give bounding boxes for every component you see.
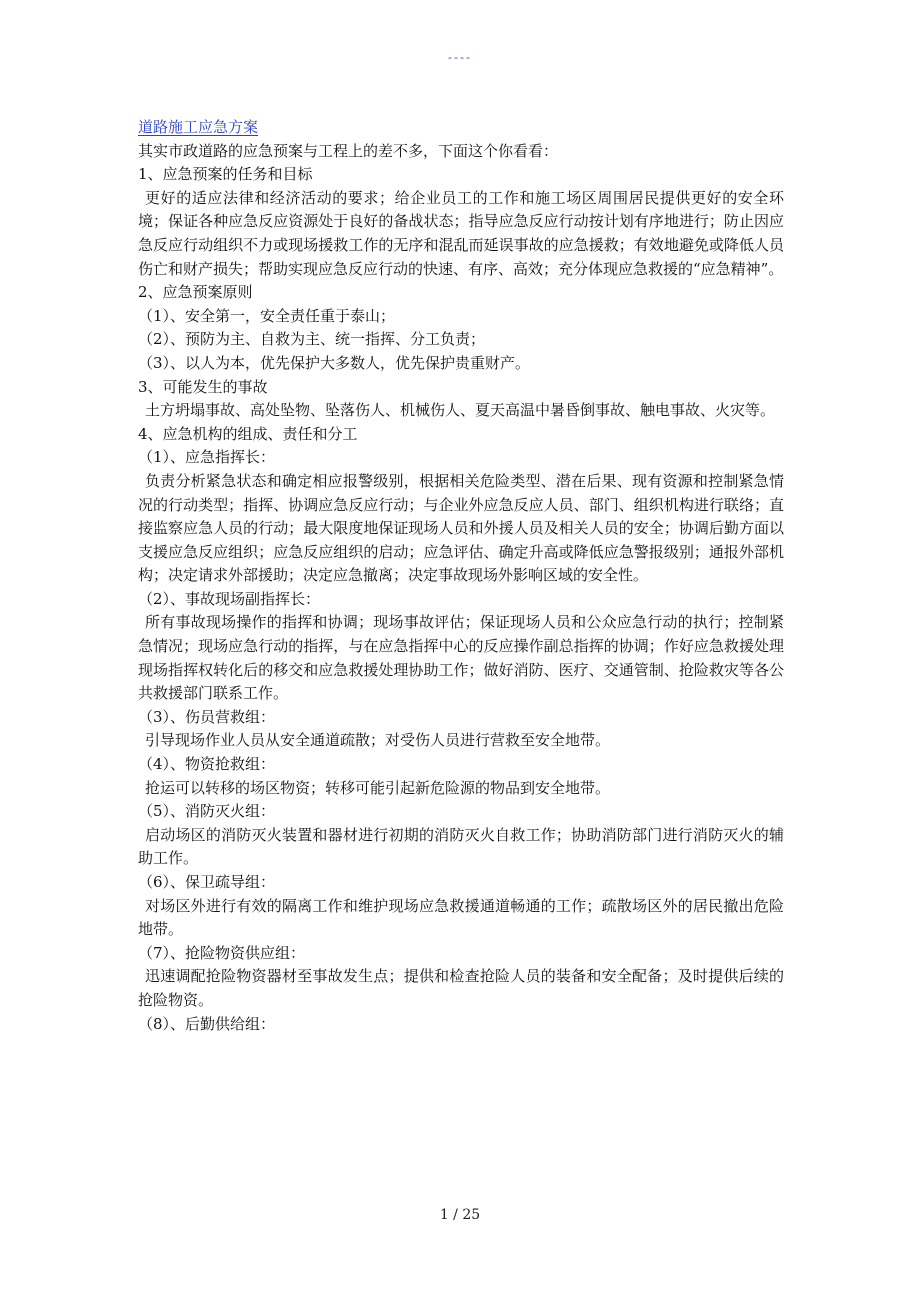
section-2-item-2: （2）、预防为主、自救为主、统一指挥、分工负责； xyxy=(138,330,486,349)
role-6-body: 对场区外进行有效的隔离工作和维护现场应急救援通道畅通的工作；疏散场区外的居民撤出危险地带。 xyxy=(138,896,784,939)
intro-text: 其实市政道路的应急预案与工程上的差不多，下面这个你看看： xyxy=(138,141,559,160)
role-8-heading: （8）、后勤供给组： xyxy=(138,1014,276,1033)
section-4-heading: 4、应急机构的组成、责任和分工 xyxy=(138,424,358,443)
section-2-heading: 2、应急预案原则 xyxy=(138,283,253,302)
section-2-item-1: （1）、安全第一，安全责任重于泰山； xyxy=(138,306,396,325)
section-3-heading: 3、可能发生的事故 xyxy=(138,377,268,396)
role-1-body: 负责分析紧急状态和确定相应报警级别，根据相关危险类型、潜在后果、现有资源和控制紧急情况的行动类型；指挥、协调应急反应行动；与企业外应急反应人员、部门、组织机构进行联络；直接监察应急人员的行动；最大限度地保证现场人员和外援人员及相关人员的安全；协调后勤方面以支援应急反应组织；应急反应组织的启动；应急评估、确定升高或降低应急警报级别；通报外部机构；决定请求外部援助；决定应急撤离；决定事故现场外影响区域的安全性。 xyxy=(138,471,784,585)
role-1-heading: （1）、应急指挥长： xyxy=(138,448,276,467)
role-6-heading: （6）、保卫疏导组： xyxy=(138,873,276,891)
page-number-indicator: 1 / 25 xyxy=(439,1207,481,1223)
role-4-heading: （4）、物资抢救组： xyxy=(138,755,276,774)
role-7-body: 迅速调配抢险物资器材至事故发生点；提供和检查抢险人员的装备和安全配备；及时提供后续的抢险物资。 xyxy=(138,967,784,1009)
section-1-heading: 1、应急预案的任务和目标 xyxy=(138,165,313,184)
role-7-heading: （7）、抢险物资供应组： xyxy=(138,943,306,962)
role-3-body: 引导现场作业人员从安全通道疏散；对受伤人员进行营救至安全地带。 xyxy=(145,731,611,750)
section-2-item-3: （3）、以人为本，优先保护大多数人，优先保护贵重财产。 xyxy=(138,353,531,372)
role-2-body: 所有事故现场操作的指挥和协调；现场事故评估；保证现场人员和公众应急行动的执行；控制紧急情况；现场应急行动的指挥，与在应急指挥中心的反应操作副总指挥的协调；作好应急救援处理现场指挥权转化后的移交和应急救援处理协助工作；做好消防、医疗、交通管制、抢险救灾等各公共救援部门联系工作。 xyxy=(138,613,784,703)
role-5-body: 启动场区的消防灭火装置和器材进行初期的消防灭火自救工作；协助消防部门进行消防灭火的辅助工作。 xyxy=(138,825,784,868)
role-3-heading: （3）、伤员营救组： xyxy=(138,707,276,726)
page-header-mark: ---- xyxy=(448,50,472,64)
document-body xyxy=(138,116,784,1036)
role-2-heading: （2）、事故现场副指挥长： xyxy=(138,589,321,608)
section-1-body: 更好的适应法律和经济活动的要求；给企业员工的工作和施工场区周围居民提供更好的安全环境；保证各种应急反应资源处于良好的备战状态；指导应急反应行动按计划有序地进行；防止因应急反应行动组织不力或现场援救工作的无序和混乱而延误事故的应急援救；有效地避免或降低人员伤亡和财产损失；帮助实现应急反应行动的快速、有序、高效；充分体现应急救援的“应急精神”。 xyxy=(138,188,784,278)
role-4-body: 抢运可以转移的场区物资；转移可能引起新危险源的物品到安全地带。 xyxy=(145,778,611,797)
document-title-link[interactable]: 道路施工应急方案 xyxy=(138,118,259,136)
section-3-body: 土方坍塌事故、高处坠物、坠落伤人、机械伤人、夏天高温中暑昏倒事故、触电事故、火灾等。 xyxy=(145,401,776,420)
role-5-heading: （5）、消防灭火组： xyxy=(138,802,276,821)
